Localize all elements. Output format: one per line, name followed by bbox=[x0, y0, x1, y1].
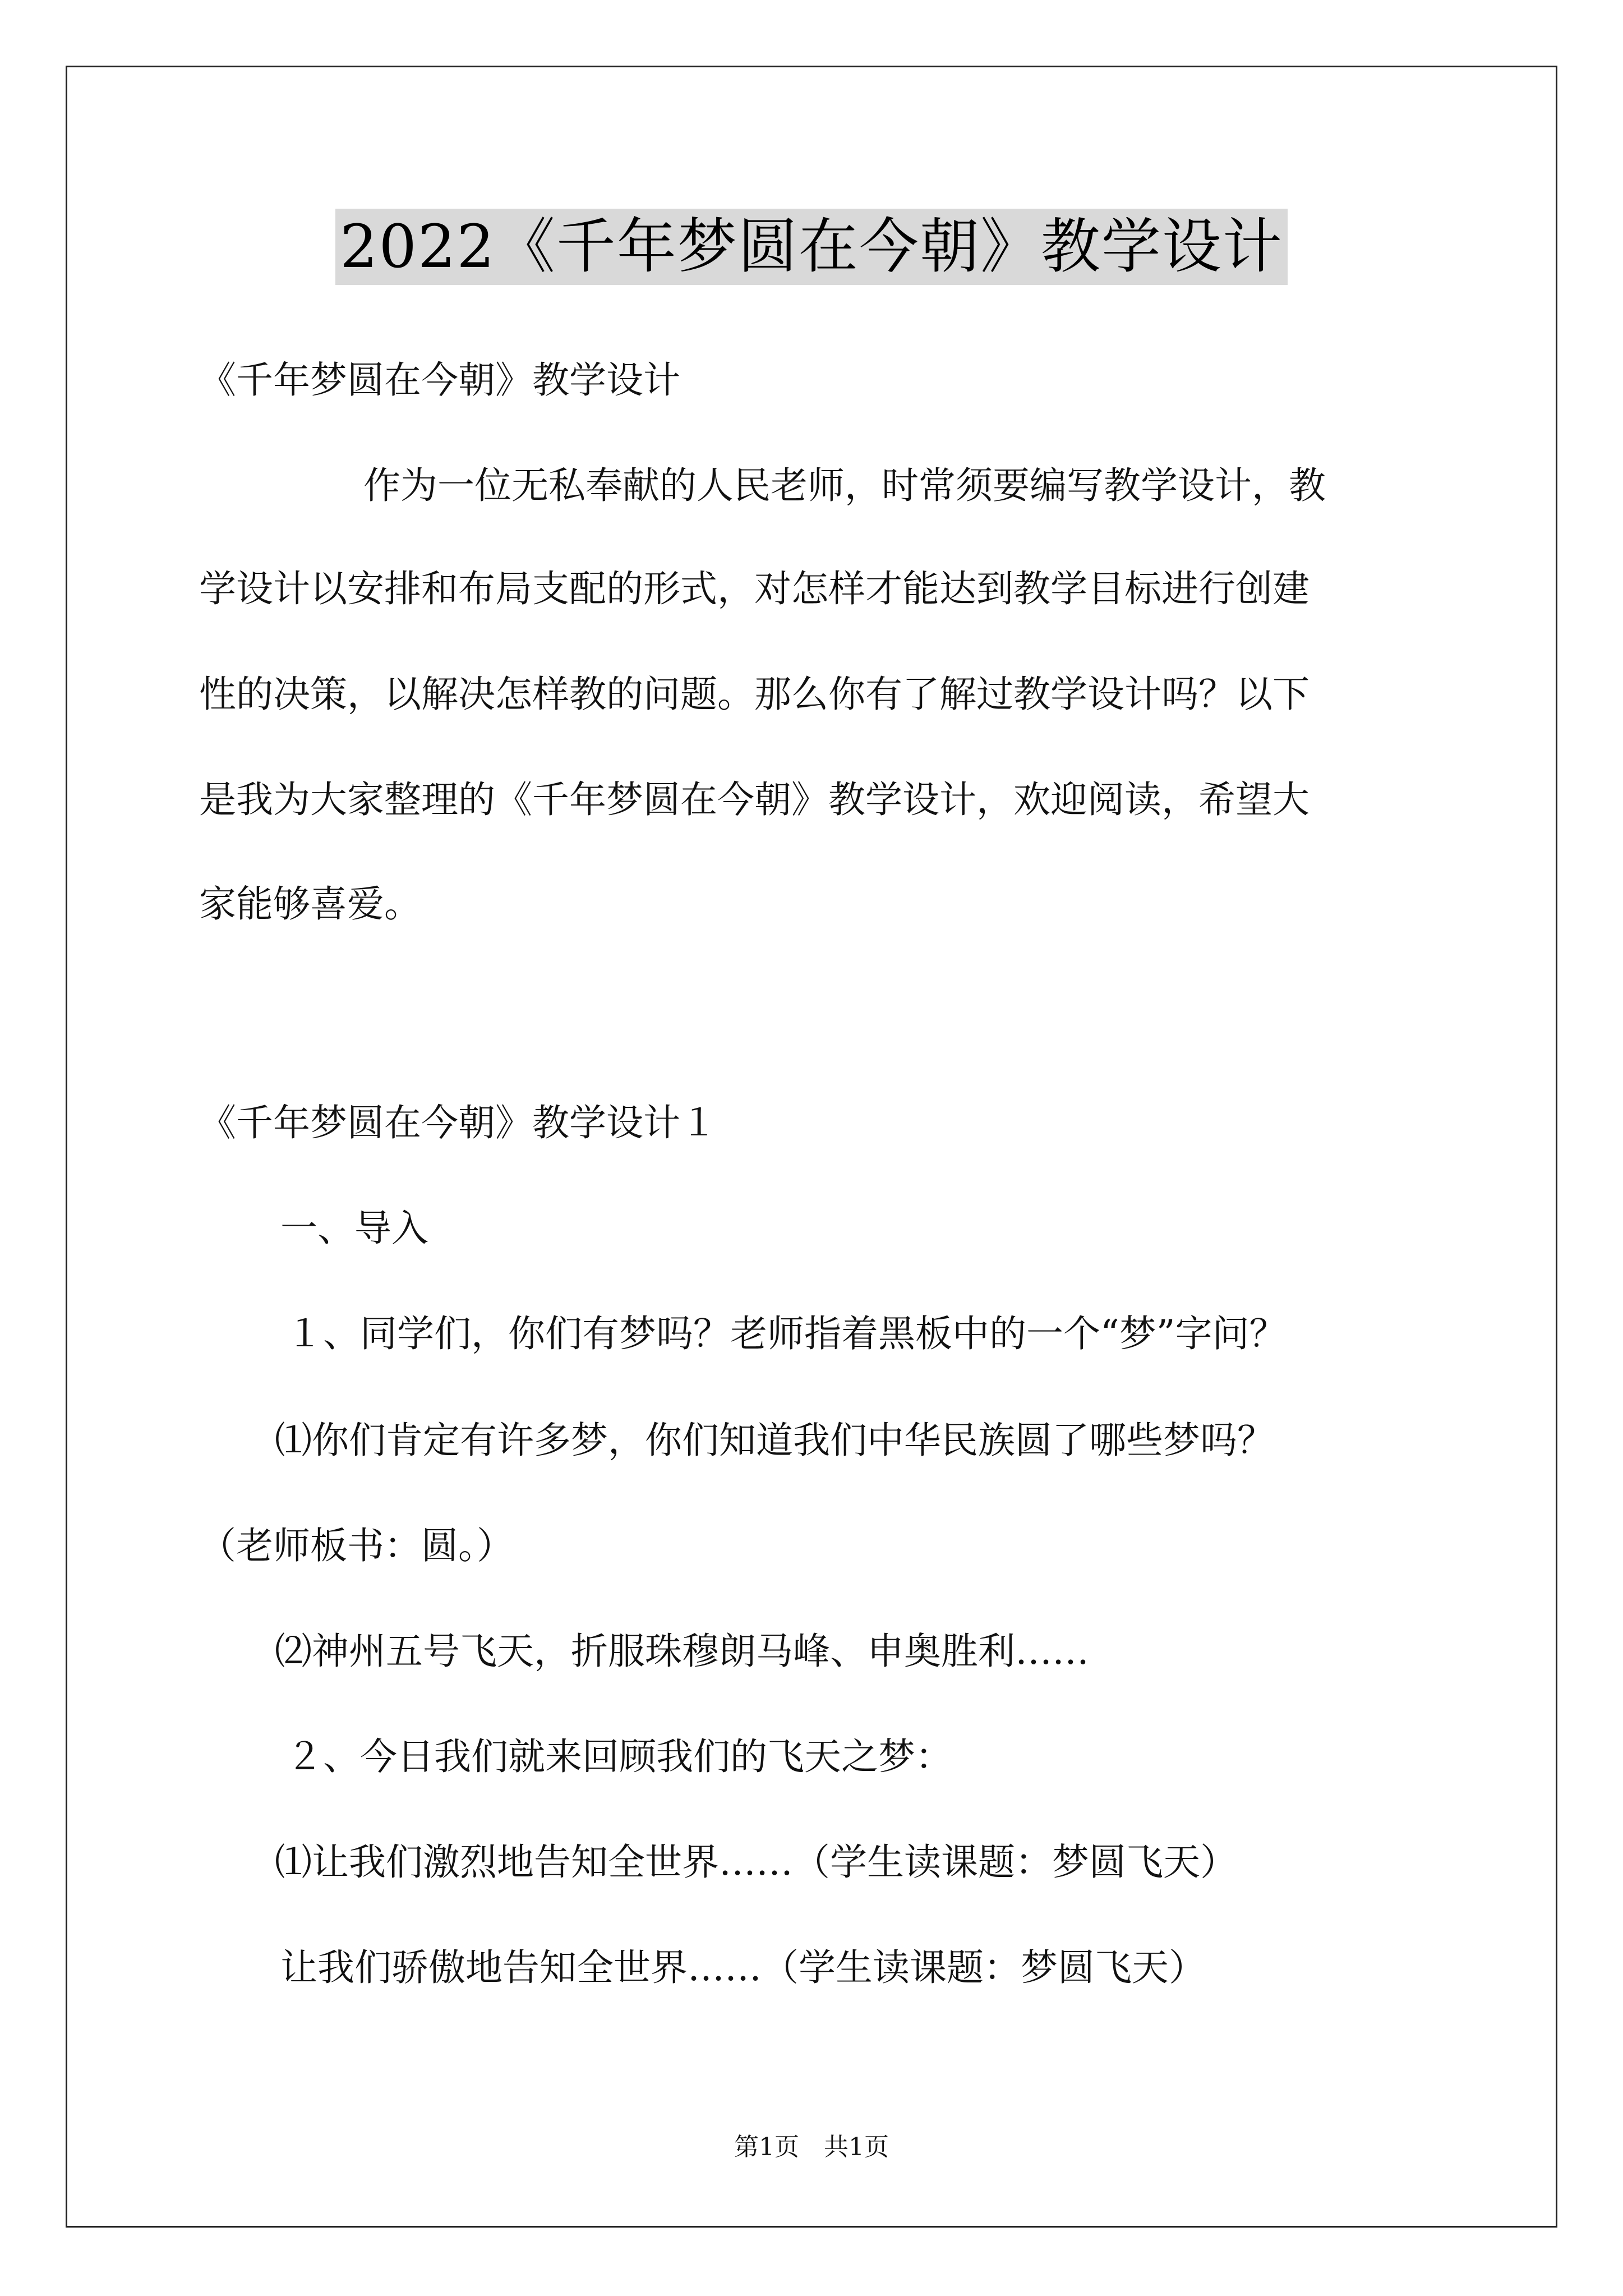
intro-line-2: 学设计以安排和布局支配的形式，对怎样才能达到教学目标进行创建 bbox=[199, 567, 1310, 610]
intro-line-3: 性的决策，以解决怎样教的问题。那么你有了解过教学设计吗？以下 bbox=[199, 673, 1310, 716]
list-item-1a: ⑴你们肯定有许多梦，你们知道我们中华民族圆了哪些梦吗？ bbox=[275, 1419, 1274, 1462]
subsection-heading: 一、导入 bbox=[280, 1207, 428, 1250]
intro-line-5: 家能够喜爱。 bbox=[199, 882, 421, 926]
intro-line-1: 作为一位无私奉献的人民老师，时常须要编写教学设计，教 bbox=[363, 464, 1326, 507]
list-item-1a-cont: （老师板书：圆。） bbox=[199, 1524, 514, 1567]
list-item-2a: ⑴让我们激烈地告知全世界……（学生读课题：梦圆飞天） bbox=[275, 1841, 1237, 1884]
page-footer: 第1页 共1页 bbox=[734, 2133, 889, 2161]
list-item-2: ２、今日我们就来回顾我们的飞天之梦： bbox=[286, 1735, 952, 1778]
intro-line-4: 是我为大家整理的《千年梦圆在今朝》教学设计，欢迎阅读，希望大 bbox=[199, 778, 1310, 821]
list-item-1: １、同学们，你们有梦吗？老师指着黑板中的一个“梦”字问？ bbox=[286, 1312, 1287, 1355]
section-heading: 《千年梦圆在今朝》教学设计１ bbox=[199, 1101, 717, 1144]
list-item-1b: ⑵神州五号飞天，折服珠穆朗马峰、申奥胜利…… bbox=[275, 1630, 1089, 1673]
subtitle-line: 《千年梦圆在今朝》教学设计 bbox=[199, 358, 680, 402]
title-container bbox=[0, 209, 1623, 285]
list-item-2b: 让我们骄傲地告知全世界……（学生读课题：梦圆飞天） bbox=[280, 1946, 1206, 1989]
document-title: 2022《千年梦圆在今朝》教学设计 bbox=[335, 209, 1288, 285]
